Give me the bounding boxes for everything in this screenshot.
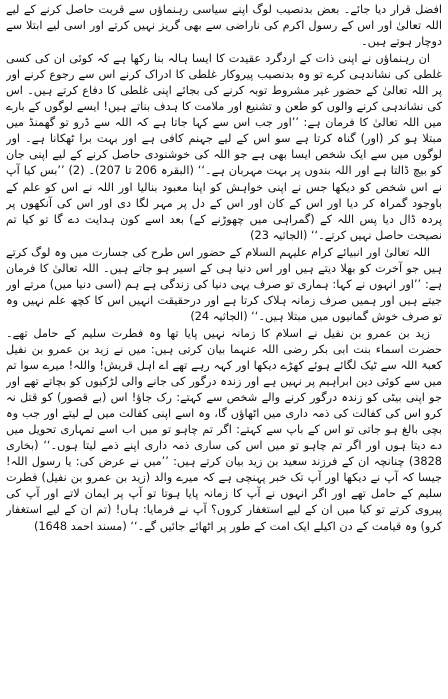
paragraph-zaid: زید بن عمرو بن نفیل نے اسلام کا زمانہ نہیں پایا تھا وہ فطرت سلیم کے حامل تھے۔ حضرت اسماء بنت ابی بکر رضی اللہ عنہما بیان کرتی ہیں: میں نے زید بن عمرو بن نفیل کعبۃ اللہ سے ٹیک لگائے ہوئے کھڑے دیکھا اور کہہ رہے تھے اے اہل قریش! واللہ! میرے سوا تم میں سے کوئی دین ابراہیم پر نہیں ہے اور زندہ درگور کی جانے والی لڑکیوں کو بچاتے تھے اور جو اپنی بیٹی کو زندہ درگور کرنے والے شخص سے کہتے: رک جاؤ! اس (بے قصور) کو قتل نہ کرو اس کی کفالت کی ذمہ داری میں اٹھاؤں گا، وہ اسے اپنی کفالت میں لے لیتے اور جب وہ بچی بالغ ہو جاتی تو اس کے باپ سے کہتے: اگر تم چاہو تو میں اب اسے تمہاری تحویل میں دے دیتا ہوں اور اگر تم چاہو تو میں اس کی ساری ذمہ داری اپنے ذمے لیتا ہوں۔‘‘ (بخاری 3828) چنانچہ ان کے فرزند سعید بن زید بیان کرتے ہیں: ’’میں نے عرض کی: یا رسول اللہ! جیسا کہ آپ نے دیکھا اور آپ تک خبر پہنچی ہے کہ میرے والد (زید بن عمرو بن نفیل) فطرت سلیم کے حامل تھے اور اگر انہوں نے آپ کا زمانہ پایا ہوتا تو آپ پر ایمان لاتے اور آپ کی پیروی کرتے تو کیا میں ان کے لیے استغفار کروں؟ آپ نے فرمایا: ہاں! (تم ان کے لیے استغفار کرو) وہ قیامت کے دن اکیلے ایک امت کے طور پر اٹھائے جائیں گے۔‘‘ (مسند احمد 1648) bbox=[6, 326, 442, 533]
article-text bbox=[6, 2, 442, 697]
paragraph-intro: افضل قرار دیا جائے۔ بعض بدنصیب لوگ اپنے سیاسی رہنماؤں سے قربت حاصل کرنے کے لیے اللہ تعالیٰ اور اس کے رسول اکرم کی ناراضی سے بھی گریز نہیں کرتے اور اسی لیے ابتلا سے دوچار ہوتے ہیں۔ bbox=[6, 3, 442, 49]
paragraph-hereafter: اللہ تعالیٰ اور انبیائے کرام علیہم السلام کے حضور اس طرح کی جسارت میں وہ لوگ کرتے ہیں جو آخرت کو بھلا دیتے ہیں اور اس دنیا ہی کے اسیر ہو جاتے ہیں۔ اللہ تعالیٰ کا فرمان ہے: ’’اور انہوں نے کہا: ہماری تو صرف یہی دنیا کی زندگی ہے ہم (اسی دنیا میں) مرتے اور جیتے ہیں اور ہمیں صرف زمانہ ہلاک کرتا ہے اور درحقیقت انہیں اس کا کچھ علم نہیں وہ تو صرف خوش گمانیوں میں مبتلا ہیں۔‘‘ (الجاثیہ 24) bbox=[6, 245, 442, 323]
paragraph-leaders: ان رہنماؤں نے اپنی ذات کے اردگرد عقیدت کا ایسا ہالہ بنا رکھا ہے کہ کوئی ان کی کسی غلطی کی نشاندہی کرے تو وہ بدنصیب پیروکار غلطی کا ادراک کرنے اس سے رجوع کرنے اور پر اللہ تعالیٰ کے حضور غیر مشروط توبہ کرنے کی بجائے اپنی غلطی کا دفاع کرتے ہیں۔ اس کی نشاندہی کرنے والوں کو طعن و تشنیع اور ملامت کا ہدف بناتے ہیں! ایسے لوگوں کے بارے میں اللہ تعالیٰ کا فرمان ہے: ’’اور جب اس سے کہا جاتا ہے کہ اللہ سے ڈرو تو گھمنڈ میں مبتلا ہو کر (اور) گناہ کرتا ہے سو اس کے لیے جہنم کافی ہے اور بہت برا ٹھکانا ہے۔ اور لوگوں میں سے ایک شخص ایسا بھی ہے جو اللہ کی خوشنودی حاصل کرنے کے لیے اپنی جان کو بیچ ڈالتا ہے اور اللہ بندوں پر بہت مہربان ہے۔‘‘ (البقرہ 206 تا 207)۔ (2) ’’بس کیا آپ نے اس شخص کو دیکھا جس نے اپنی خواہش کو اپنا معبود بنالیا اور اللہ نے اس کو علم کے باوجود گمراہ کر دیا اور اس کے کان اور اس کے دل پر مہر لگا دی اور اس کی آنکھوں پر پردہ ڈال دیا پس اللہ کے (گمراہی میں چھوڑنے کے) بعد اسے کون ہدایت دے گا تو کیا تم نصیحت حاصل نہیں کرتے۔‘‘ (الجاثیہ 23) bbox=[6, 52, 442, 242]
